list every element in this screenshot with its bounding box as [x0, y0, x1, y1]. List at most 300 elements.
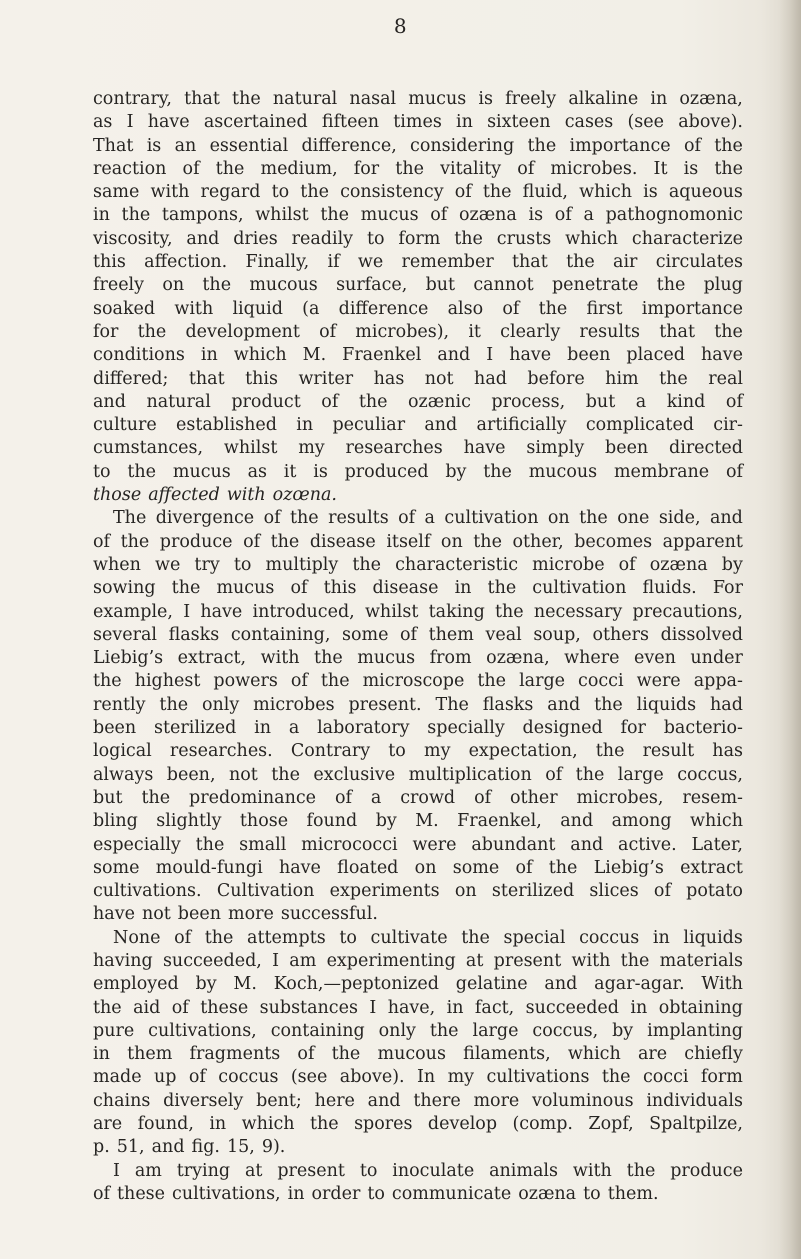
word: multiplication — [408, 764, 532, 785]
word: and — [93, 391, 126, 412]
word: sterilized — [491, 881, 575, 902]
word: alkaline — [568, 89, 639, 109]
word: flasks — [482, 694, 534, 715]
word: the — [579, 508, 608, 529]
word: the — [358, 391, 388, 412]
word: writer — [298, 368, 354, 389]
word: of — [334, 787, 352, 808]
word: consistency — [340, 182, 444, 203]
word: my — [298, 438, 325, 459]
word: of — [174, 927, 192, 948]
text-line — [93, 88, 743, 111]
word: circulates — [655, 252, 743, 273]
word: example, — [93, 601, 173, 622]
word: pure — [93, 1020, 135, 1041]
word: in — [93, 1044, 110, 1065]
word: established — [175, 415, 277, 436]
word: the — [232, 89, 261, 109]
word: them — [428, 624, 474, 645]
word: 15, — [226, 1137, 255, 1158]
word: Zopf, — [588, 1114, 634, 1135]
text-line — [93, 577, 743, 600]
word: of — [93, 1183, 111, 1204]
word: of — [515, 857, 533, 878]
word: experiments — [329, 881, 440, 902]
word: sixteen — [487, 112, 551, 133]
word: highest — [134, 671, 201, 692]
word: potato — [686, 881, 743, 902]
text-line — [93, 1136, 743, 1159]
word: the — [595, 741, 625, 762]
word: mucous — [249, 275, 318, 296]
word: one — [617, 508, 650, 529]
word: ozœna. — [272, 485, 337, 506]
word: the — [483, 461, 512, 482]
word: as — [93, 112, 113, 133]
word: The — [435, 694, 469, 715]
word: extract — [680, 857, 743, 878]
word: of — [725, 391, 743, 412]
word: which — [567, 1044, 621, 1065]
word: the — [482, 182, 512, 203]
word: present — [493, 950, 562, 971]
word: rently — [93, 694, 146, 715]
word: ascertained — [203, 112, 308, 133]
word: apparent — [662, 531, 743, 552]
word: fluids. — [642, 578, 697, 599]
word: cocci — [642, 1067, 689, 1088]
word: try — [194, 554, 220, 575]
text-line — [93, 344, 743, 367]
word: large — [617, 764, 664, 785]
word: we — [154, 554, 181, 575]
word: plug — [703, 275, 743, 296]
word: micrococci — [301, 834, 398, 855]
word: more — [473, 1090, 520, 1111]
word: the — [93, 997, 122, 1018]
word: the — [195, 834, 225, 855]
word: freely — [93, 275, 145, 296]
word: for — [93, 321, 119, 342]
word: are — [93, 1114, 123, 1135]
text-line — [93, 647, 743, 670]
word: coccus — [579, 927, 640, 948]
word: special — [503, 927, 566, 948]
word: the — [309, 1114, 339, 1135]
word: in — [630, 997, 648, 1018]
text-line — [93, 880, 743, 903]
word: kind — [666, 391, 706, 412]
word: which — [565, 228, 619, 249]
word: found, — [137, 1114, 194, 1135]
word: been, — [166, 764, 216, 785]
word: the — [429, 1020, 459, 1041]
word: obtaining — [658, 997, 743, 1018]
word: is — [528, 205, 544, 226]
word: cultivations, — [148, 1020, 257, 1041]
word: been — [605, 438, 649, 459]
word: those — [93, 485, 142, 506]
word: had — [474, 368, 507, 389]
word: penetrate — [551, 275, 639, 296]
word: With — [701, 974, 743, 995]
text-line — [93, 1090, 743, 1113]
word: in — [287, 1183, 305, 1204]
word: aqueous — [668, 182, 743, 203]
word: in — [652, 927, 670, 948]
word: importance — [569, 135, 671, 156]
word: placed — [626, 345, 685, 366]
word: that — [188, 368, 225, 389]
text-line — [93, 531, 743, 554]
word: of — [243, 531, 261, 552]
word: in — [456, 112, 473, 133]
word: product — [231, 391, 301, 412]
text-line — [93, 181, 743, 204]
word: 51, — [116, 1137, 145, 1158]
word: characteristic — [395, 554, 518, 575]
page-edge-shadow — [779, 0, 801, 1259]
word: the — [487, 578, 517, 599]
word: the — [314, 648, 343, 669]
word: the — [714, 158, 743, 179]
word: I — [113, 1160, 120, 1181]
word: mucus — [408, 89, 467, 109]
word: mucus — [172, 461, 231, 482]
word: large — [472, 1020, 519, 1041]
word: extract, — [177, 648, 247, 669]
word: aid — [133, 997, 161, 1018]
word: of — [188, 1067, 206, 1088]
word: the — [215, 158, 245, 179]
word: communicate — [391, 1183, 512, 1204]
word: microbes), — [355, 321, 450, 342]
word: the — [271, 764, 300, 785]
word: on — [414, 857, 437, 878]
word: in — [93, 205, 110, 226]
word: when — [93, 554, 141, 575]
word: among — [611, 811, 672, 832]
word: M. — [415, 811, 439, 832]
word: even — [634, 648, 676, 669]
word: individuals — [646, 1090, 743, 1111]
word: by — [375, 811, 397, 832]
word: the — [270, 531, 300, 552]
word: which — [241, 1114, 295, 1135]
word: been — [93, 718, 137, 739]
word: which — [690, 811, 743, 832]
word: have — [200, 601, 243, 622]
word: the — [159, 694, 189, 715]
word: only — [378, 1020, 416, 1041]
word: the — [171, 578, 201, 599]
word: trying — [176, 1160, 231, 1181]
word: my — [423, 741, 451, 762]
word: slices — [589, 881, 639, 902]
word: (comp. — [512, 1114, 573, 1135]
word: the — [714, 135, 743, 156]
word: to — [359, 1160, 378, 1181]
word: on — [454, 881, 477, 902]
word: Finally, — [245, 252, 310, 273]
word: culture — [93, 415, 157, 436]
word: have — [463, 438, 506, 459]
word: cultivations. — [93, 881, 202, 902]
word: complicated — [585, 415, 694, 436]
text-line — [93, 973, 743, 996]
word: directed — [669, 438, 743, 459]
text-line — [93, 810, 743, 833]
word: the — [290, 508, 319, 529]
word: with — [260, 648, 300, 669]
text-line — [93, 927, 743, 950]
word: as — [247, 461, 267, 482]
word: mucous — [528, 461, 598, 482]
word: of — [618, 554, 636, 575]
word: of — [398, 508, 416, 529]
word: are — [637, 1044, 668, 1065]
word: to — [366, 228, 385, 249]
text-line — [93, 1183, 743, 1206]
word: which — [579, 182, 633, 203]
word: with — [572, 1160, 612, 1181]
text-line — [93, 787, 743, 810]
word: on — [440, 531, 463, 552]
word: and — [560, 811, 594, 832]
text-line — [93, 135, 743, 158]
word: times — [393, 112, 442, 133]
word: I — [183, 601, 191, 622]
word: liquids — [683, 927, 743, 948]
word: the — [137, 321, 167, 342]
word: that — [512, 252, 548, 273]
word: simply — [526, 438, 585, 459]
word: those — [239, 811, 289, 832]
word: 9). — [261, 1137, 286, 1158]
word: (see — [627, 112, 664, 133]
word: result — [642, 741, 695, 762]
word: p. — [93, 1137, 110, 1158]
word: of — [430, 205, 448, 226]
word: of — [683, 135, 701, 156]
word: on — [547, 508, 570, 529]
word: artificially — [476, 415, 567, 436]
word: and — [570, 834, 604, 855]
word: the — [395, 158, 424, 179]
word: them — [127, 1044, 173, 1065]
word: inoculate — [392, 1160, 475, 1181]
word: the — [494, 601, 524, 622]
word: It — [653, 158, 668, 179]
word: voluminous — [532, 1090, 634, 1111]
text-line — [93, 274, 743, 297]
text-line — [93, 624, 743, 647]
word: M. — [233, 974, 257, 995]
text-line — [93, 437, 743, 460]
word: chiefly — [684, 1044, 743, 1065]
word: the — [659, 368, 688, 389]
word: to — [233, 554, 252, 575]
word: gelatine — [455, 974, 528, 995]
word: is — [643, 182, 658, 203]
word: my — [447, 1067, 475, 1088]
word: in — [650, 89, 668, 109]
text-line — [93, 1160, 743, 1183]
word: of — [290, 671, 308, 692]
word: where — [564, 648, 620, 669]
word: have — [93, 904, 135, 925]
word: we — [357, 252, 384, 273]
text-line — [93, 298, 743, 321]
word: tampons, — [161, 205, 244, 226]
word: to — [93, 461, 111, 482]
word: microbe — [532, 554, 605, 575]
word: bent; — [256, 1090, 302, 1111]
word: the — [548, 857, 578, 878]
word: a — [635, 391, 647, 412]
word: were — [412, 834, 457, 855]
word: with — [571, 950, 611, 971]
word: whilst — [255, 205, 309, 226]
word: in — [454, 578, 472, 599]
word: and — [367, 1090, 401, 1111]
word: them. — [607, 1183, 659, 1204]
word: reaction — [93, 158, 167, 179]
word: been — [567, 345, 611, 366]
word: have — [147, 112, 190, 133]
word: same — [93, 182, 140, 203]
word: these — [200, 997, 249, 1018]
word: fluid, — [522, 182, 568, 203]
word: natural — [272, 89, 338, 109]
word: have, — [387, 997, 436, 1018]
word: designed — [522, 718, 603, 739]
word: characterize — [631, 228, 743, 249]
word: cannot — [473, 275, 534, 296]
word: present — [277, 1160, 345, 1181]
text-line — [93, 251, 743, 274]
word: of — [502, 298, 520, 319]
text-line — [93, 414, 743, 437]
word: only — [201, 694, 240, 715]
text-line — [93, 997, 743, 1020]
word: crusts — [496, 228, 552, 249]
word: containing — [270, 1020, 365, 1041]
word: (see — [290, 1067, 328, 1088]
word: of — [321, 391, 339, 412]
word: the — [320, 205, 349, 226]
word: of — [171, 997, 189, 1018]
word: ozæna — [649, 554, 708, 575]
word: this — [93, 252, 126, 273]
word: the — [473, 531, 502, 552]
word: soaked — [93, 298, 156, 319]
word: has — [373, 368, 405, 389]
word: others — [592, 624, 649, 645]
word: in — [296, 415, 314, 436]
word: nasal — [349, 89, 397, 109]
word: the — [620, 950, 650, 971]
word: also — [447, 298, 484, 319]
word: were — [636, 671, 681, 692]
word: Fraenkel, — [457, 811, 542, 832]
word: whilst — [364, 601, 419, 622]
word: dries — [233, 228, 278, 249]
word: of — [297, 1044, 315, 1065]
word: itself — [386, 531, 431, 552]
text-line — [93, 601, 743, 624]
word: readily — [291, 228, 354, 249]
word: (a — [302, 298, 320, 319]
word: regard — [200, 182, 261, 203]
word: of — [263, 508, 281, 529]
word: precautions, — [632, 601, 743, 622]
word: large — [519, 671, 566, 692]
word: attempts — [247, 927, 326, 948]
word: sterilized — [154, 718, 237, 739]
word: becomes — [574, 531, 653, 552]
word: bacterio- — [663, 718, 743, 739]
word: powers — [213, 671, 278, 692]
word: coccus, — [532, 1020, 599, 1041]
word: None — [113, 927, 161, 948]
word: that — [659, 321, 695, 342]
word: made — [93, 1067, 142, 1088]
word: not — [141, 904, 171, 925]
word: Contrary — [290, 741, 371, 762]
word: the — [477, 671, 507, 692]
word: some — [93, 857, 140, 878]
word: slightly — [156, 811, 222, 832]
word: always — [93, 764, 154, 785]
word: agar-agar. — [594, 974, 685, 995]
word: to — [367, 1183, 385, 1204]
word: form — [700, 1067, 743, 1088]
word: Later, — [691, 834, 743, 855]
word: which — [233, 345, 287, 366]
word: mucus — [216, 578, 275, 599]
word: the — [538, 298, 568, 319]
word: floated — [337, 857, 399, 878]
word: The — [113, 508, 147, 529]
text-line — [93, 670, 743, 693]
word: ozæna, — [486, 648, 550, 669]
word: been — [177, 904, 221, 925]
word: but — [93, 787, 123, 808]
word: of — [545, 764, 563, 785]
word: real — [708, 368, 743, 389]
word: it — [283, 461, 297, 482]
word: natural — [146, 391, 211, 412]
word: and — [547, 694, 581, 715]
word: logical — [93, 741, 152, 762]
word: of — [400, 624, 418, 645]
word: is — [146, 135, 162, 156]
word: first — [586, 298, 623, 319]
word: chains — [93, 1090, 151, 1111]
word: have — [509, 345, 552, 366]
word: predominance — [189, 787, 317, 808]
word: him — [605, 368, 639, 389]
word: the — [601, 1067, 631, 1088]
word: of — [290, 578, 308, 599]
text-line — [93, 834, 743, 857]
word: here — [314, 1090, 355, 1111]
word: ozæna — [458, 205, 517, 226]
word: that — [184, 89, 220, 109]
word: there — [413, 1090, 461, 1111]
word: of — [517, 158, 535, 179]
